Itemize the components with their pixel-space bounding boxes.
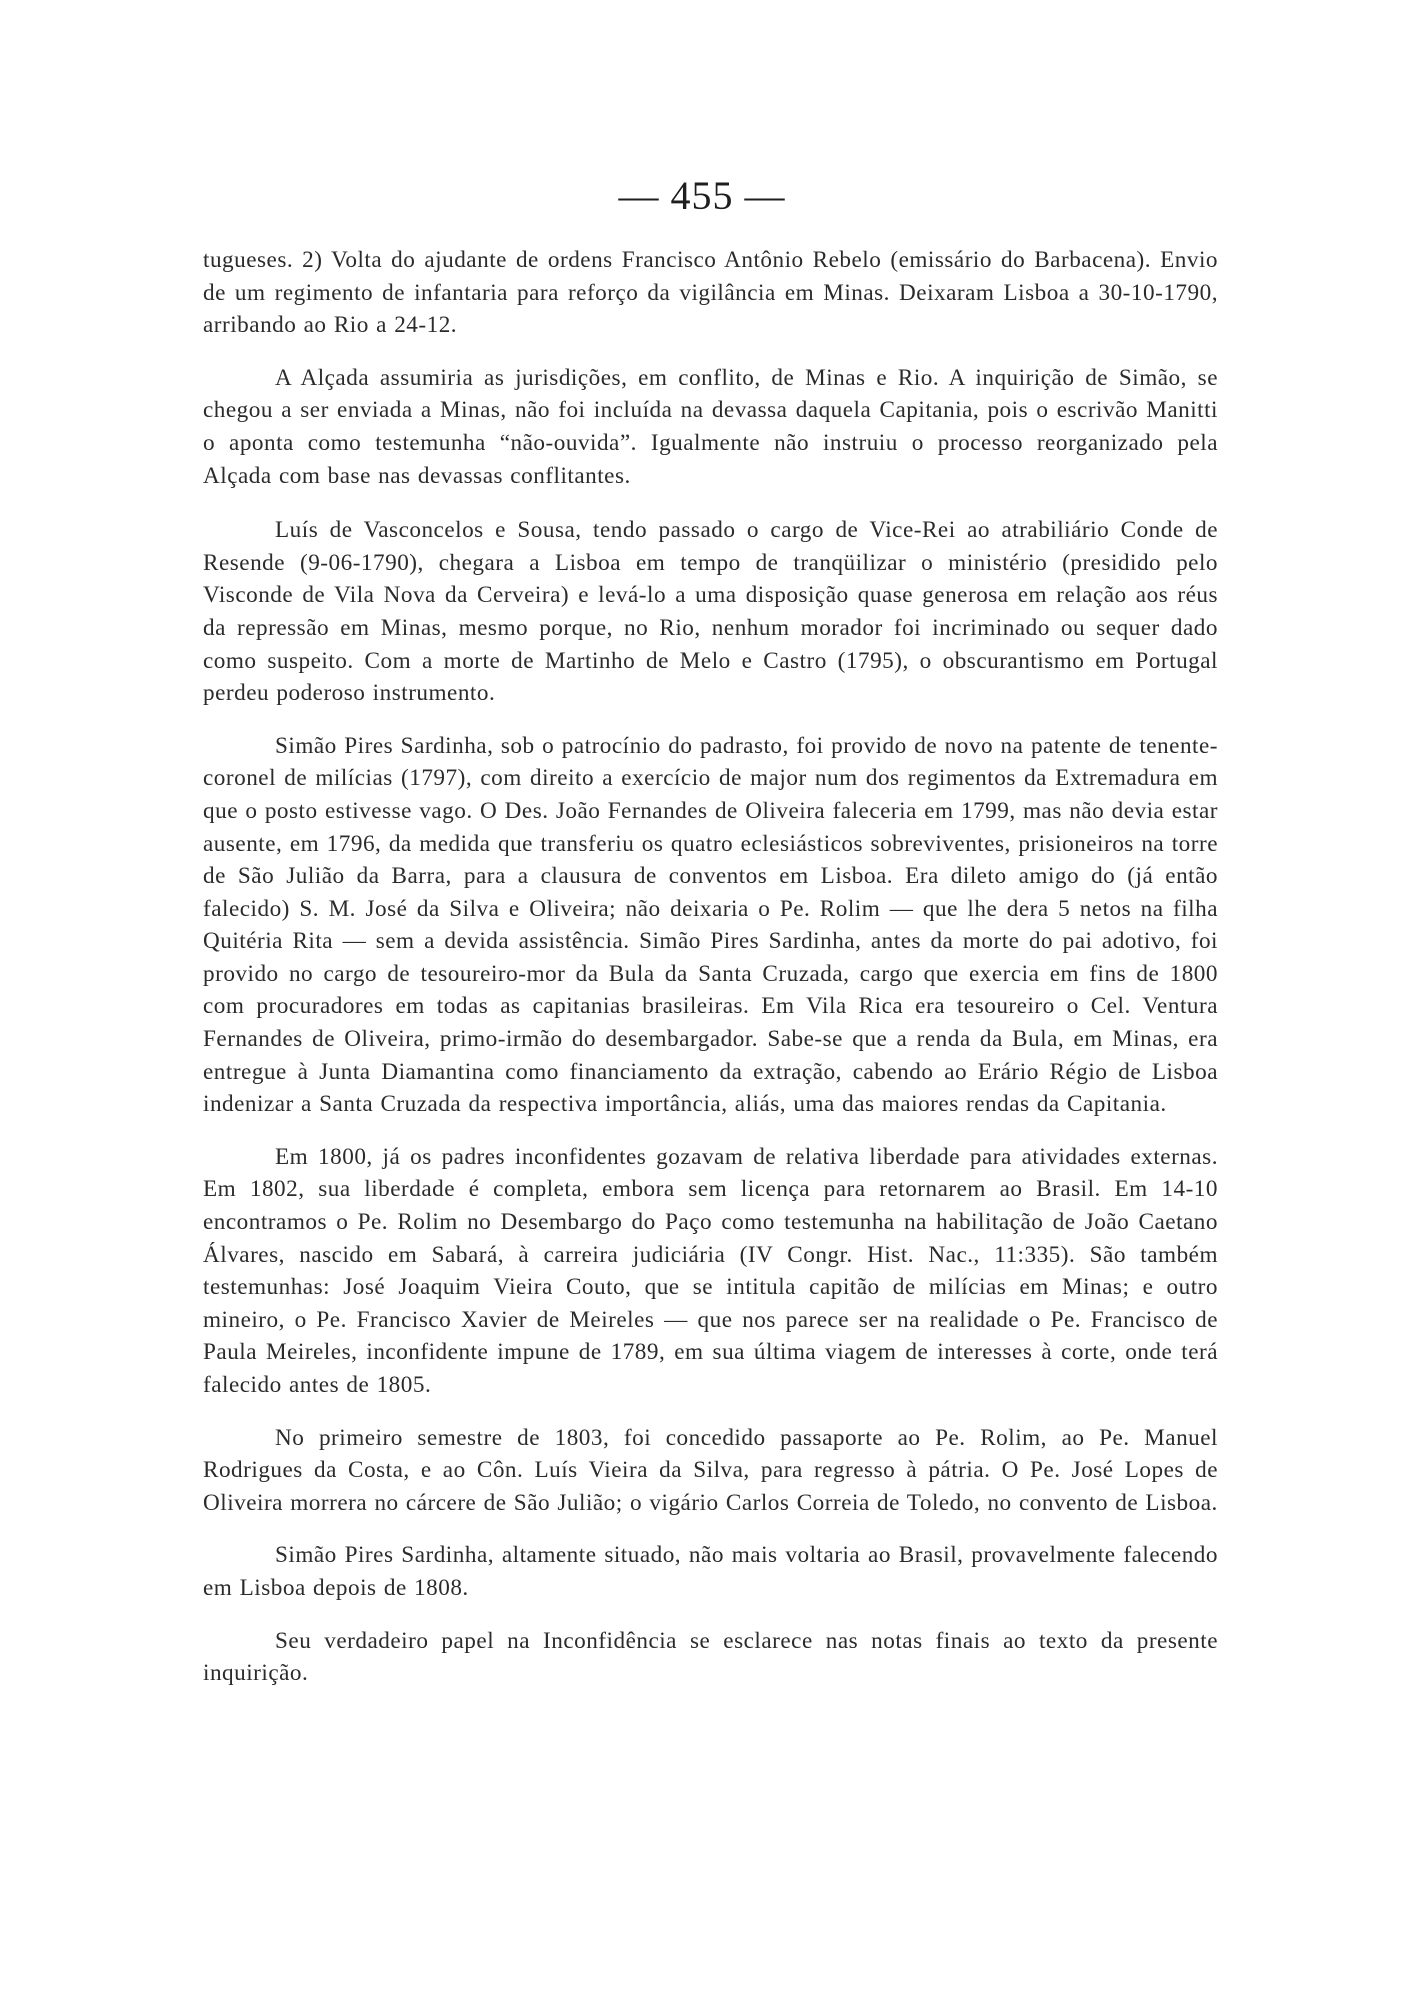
paragraph: Seu verdadeiro papel na Inconfidência se esclarece nas notas finais ao texto da presente inquirição.: [203, 1627, 1218, 1687]
page-number: — 455 —: [618, 173, 786, 218]
paragraph: Simão Pires Sardinha, sob o patrocínio do padrasto, foi provido de novo na patente de tenente-coronel de milícias (1797), com direito a exercício de major num dos regimentos da Extremadura em que o posto estivesse vago. O Des. João Fernandes de Oliveira faleceria em 1799, mas não devia estar ausente, em 1796, da medida que transferiu os quatro eclesiásticos sobreviventes, prisioneiros na torre de São Julião da Barra, para a clausura de conventos em Lisboa. Era dileto amigo do (já então falecido) S. M. José da Silva e Oliveira; não deixaria o Pe. Rolim — que lhe dera 5 netos na filha Quitéria Rita — sem a devida assistência. Simão Pires Sardinha, antes da morte do pai adotivo, foi provido no cargo de tesoureiro-mor da Bula da Santa Cruzada, cargo que exercia em fins de 1800 com procuradores em todas as capitanias brasileiras. Em Vila Rica era tesoureiro o Cel. Ventura Fernandes de Oliveira, primo-irmão do desembargador. Sabe-se que a renda da Bula, em Minas, era entregue à Junta Diamantina como financiamento da extração, cabendo ao Erário Régio de Lisboa indenizar a Santa Cruzada da respectiva importância, aliás, uma das maiores rendas da Capitania.: [203, 732, 1218, 1118]
paragraph: Luís de Vasconcelos e Sousa, tendo passado o cargo de Vice-Rei ao atrabiliário Conde de Resende (9-06-1790), chegara a Lisboa em tempo de tranqüilizar o ministério (presidido pelo Visconde de Vila Nova da Cerveira) e levá-lo a uma disposição quase generosa em relação aos réus da repressão em Minas, mesmo porque, no Rio, nenhum morador foi incriminado ou sequer dado como suspeito. Com a morte de Martinho de Melo e Castro (1795), o obscurantismo em Portugal perdeu poderoso instrumento.: [203, 517, 1218, 707]
paragraph: Em 1800, já os padres inconfidentes gozavam de relativa liberdade para atividades externas. Em 1802, sua liberdade é completa, embora sem licença para retornarem ao Brasil. Em 14-10 encontramos o Pe. Rolim no Desembargo do Paço como testemunha na habilitação de João Caetano Álvares, nascido em Sabará, à carreira judiciária (IV Congr. Hist. Nac., 11:335). São também testemunhas: José Joaquim Vieira Couto, que se intitula capitão de milícias em Minas; e outro mineiro, o Pe. Francisco Xavier de Meireles — que nos parece ser na realidade o Pe. Francisco de Paula Meireles, inconfidente impune de 1789, em sua última viagem de interesses à corte, onde terá falecido antes de 1805.: [203, 1143, 1218, 1398]
paragraph: tugueses. 2) Volta do ajudante de ordens Francisco Antônio Rebelo (emissário do Barbacena). Envio de um regimento de infantaria para reforço da vigilância em Minas. Deixaram Lisboa a 30-10-1790, arribando ao Rio a 24-12.: [203, 247, 1218, 339]
paragraph: Simão Pires Sardinha, altamente situado, não mais voltaria ao Brasil, provavelmente falecendo em Lisboa depois de 1808.: [203, 1542, 1218, 1601]
paragraph: A Alçada assumiria as jurisdições, em conflito, de Minas e Rio. A inquirição de Simão, se chegou a ser enviada a Minas, não foi incluída na devassa daquela Capitania, pois o escrivão Manitti o aponta como testemunha “não-ouvida”. Igualmente não instruiu o processo reorganizado pela Alçada com base nas devassas conflitantes.: [203, 364, 1218, 489]
body-text: [203, 244, 1218, 1710]
paragraph: No primeiro semestre de 1803, foi concedido passaporte ao Pe. Rolim, ao Pe. Manuel Rodrigues da Costa, e ao Côn. Luís Vieira da Silva, para regresso à pátria. O Pe. José Lopes de Oliveira morrera no cárcere de São Julião; o vigário Carlos Correia de Toledo, no convento de Lisboa.: [203, 1424, 1218, 1516]
